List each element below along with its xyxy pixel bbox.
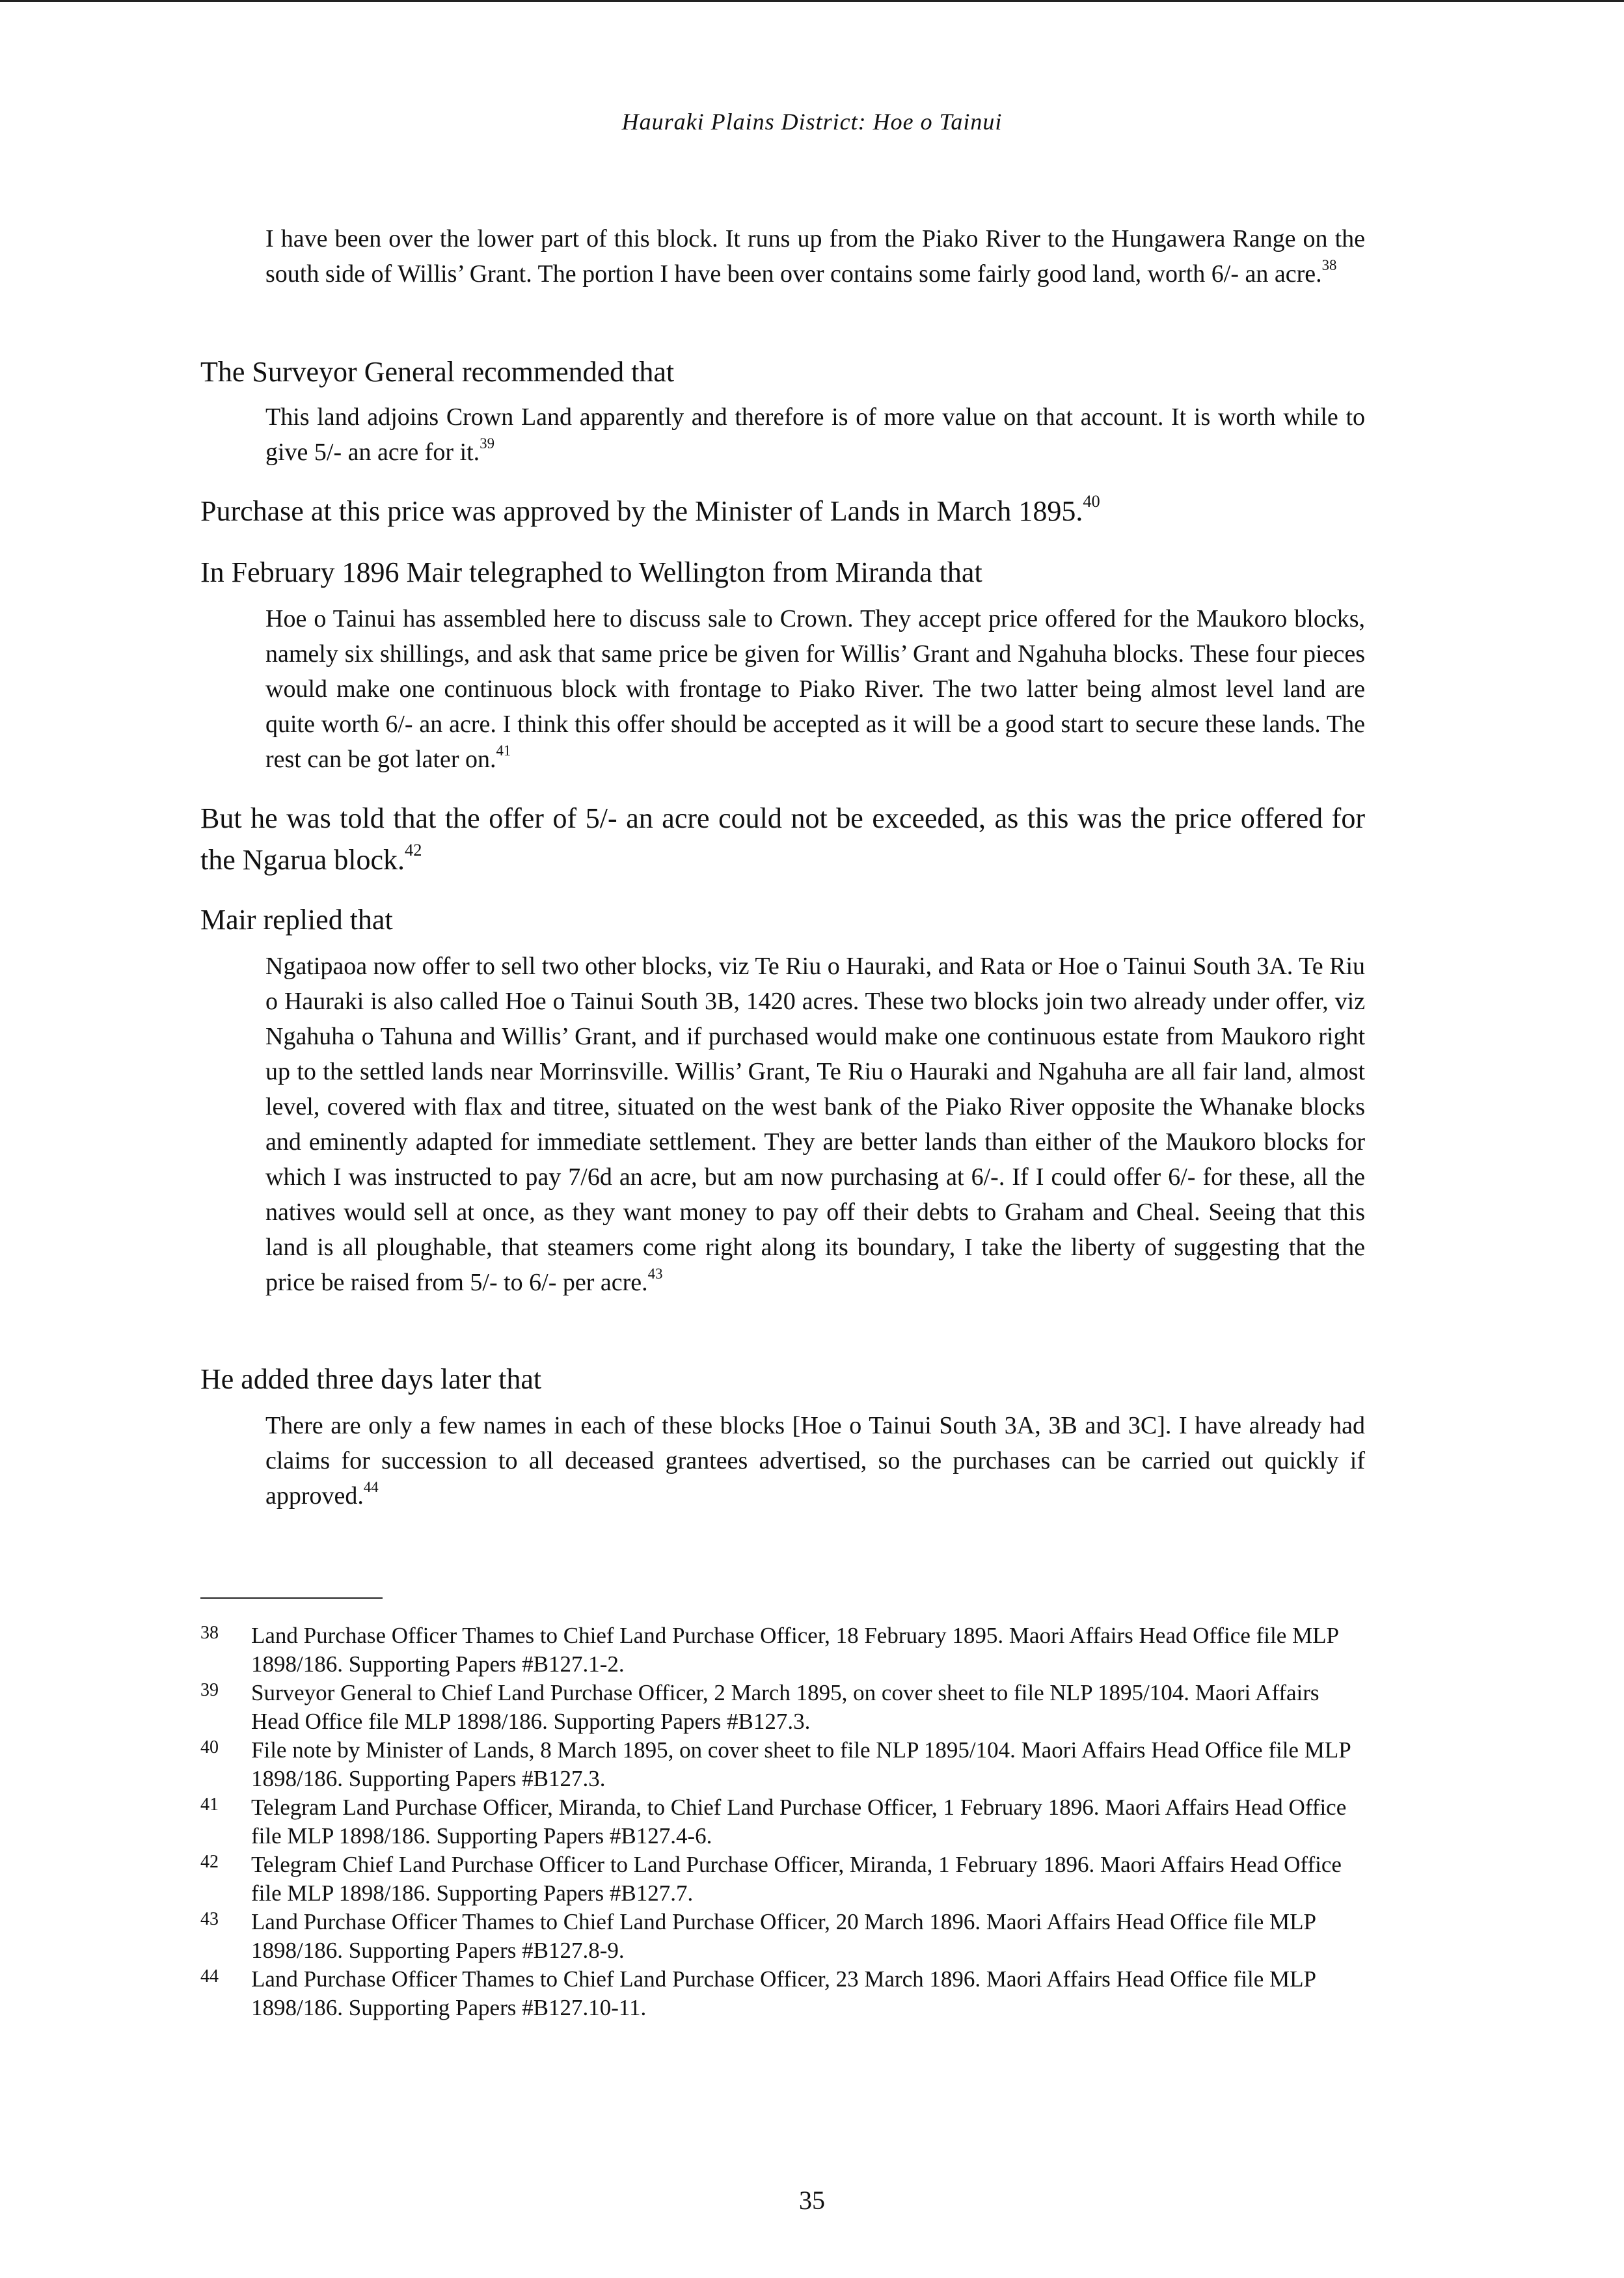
footnote-41: 41 Telegram Land Purchase Officer, Miranda, to Chief Land Purchase Officer, 1 February 1896. Maori Affairs Head Office file MLP 1898/186. Supporting Papers #B127.4-6.	[200, 1795, 1347, 1849]
block-quote-39: This land adjoins Crown Land apparently and therefore is of more value on that account. It is worth while to give 5/- an acre for it.$^{39}$	[265, 403, 1365, 466]
footnote-ref-39[interactable]: 39	[480, 435, 494, 452]
footnote-separator	[200, 1597, 383, 1599]
footnote-ref-40[interactable]: 40	[1083, 491, 1100, 511]
footnote-ref-41[interactable]: 41	[496, 742, 511, 759]
top-rule	[0, 0, 1624, 2]
body-paragraph: The Surveyor General recommended that	[200, 356, 675, 388]
footnote-39: 39 Surveyor General to Chief Land Purchase Officer, 2 March 1895, on cover sheet to file NLP 1895/104. Maori Affairs Head Office file MLP 1898/186. Supporting Papers #B127.3.	[200, 1680, 1320, 1734]
block-quote-41: Hoe o Tainui has assembled here to discuss sale to Crown. They accept price offered for the Maukoro blocks, namely six shillings, and ask that same price be given for Willis’ Grant and Ngahuha blocks. These four pieces would make one continuous block with frontage to Piako River. The two latter being almost level land are quite worth 6/- an acre. I think this offer should be accepted as it will be a good start to secure these lands. The rest can be got later on.$^{41}$	[265, 605, 1365, 773]
footnote-44: 44 Land Purchase Officer Thames to Chief Land Purchase Officer, 23 March 1896. Maori Affairs Head Office file MLP 1898/186. Supporting Papers #B127.10-11.	[200, 1966, 1316, 2020]
footnote-38: 38 Land Purchase Officer Thames to Chief Land Purchase Officer, 18 February 1895. Maori Affairs Head Office file MLP 1898/186. Supporting Papers #B127.1-2.	[200, 1623, 1338, 1677]
body-paragraph: Mair replied that	[200, 904, 393, 936]
block-quote-44: There are only a few names in each of these blocks [Hoe o Tainui South 3A, 3B and 3C]. I have already had claims for succession to all deceased grantees advertised, so the purchases can be carried out quickly if approved.$^{44}$	[265, 1412, 1365, 1510]
footnote-ref-43[interactable]: 43	[647, 1265, 663, 1282]
footnote-ref-42[interactable]: 42	[405, 839, 422, 860]
footnote-43: 43 Land Purchase Officer Thames to Chief Land Purchase Officer, 20 March 1896. Maori Affairs Head Office file MLP 1898/186. Supporting Papers #B127.8-9.	[200, 1909, 1316, 1963]
footnote-40: 40 File note by Minister of Lands, 8 March 1895, on cover sheet to file NLP 1895/104. Maori Affairs Head Office file MLP 1898/186. Supporting Papers #B127.3.	[200, 1737, 1351, 1791]
body-paragraph: In February 1896 Mair telegraphed to Wellington from Miranda that	[200, 556, 982, 588]
block-quote-43: Ngatipaoa now offer to sell two other blocks, viz Te Riu o Hauraki, and Rata or Hoe o Tainui South 3A. Te Riu o Hauraki is also called Hoe o Tainui South 3B, 1420 acres. These two blocks join two already under offer, viz Ngahuha o Tahuna and Willis’ Grant, and if purchased would make one continuous estate from Maukoro right up to the settled lands near Morrinsville. Willis’ Grant, Te Riu o Hauraki and Ngahuha are all fair land, almost level, covered with flax and titree, situated on the west bank of the Piako River opposite the Whanake blocks and eminently adapted for immediate settlement. They are better lands than either of the Maukoro blocks for which I was instructed to pay 7/6d an acre, but am now purchasing at 6/-. If I could offer 6/- for these, all the natives would sell at once, as they want money to pay off their debts to Graham and Cheal. Seeing that this land is all ploughable, that steamers come right along its boundary, I take the liberty of suggesting that the price be raised from 5/- to 6/- per acre.$^{43}$	[265, 953, 1365, 1296]
block-quote-38: I have been over the lower part of this block. It runs up from the Piako River to the Hungawera Range on the south side of Willis’ Grant. The portion I have been over contains some fairly good land, worth 6/- an acre.$^{38}$	[265, 225, 1365, 288]
running-head: Hauraki Plains District: Hoe o Tainui	[621, 109, 1003, 135]
body-paragraph: Purchase at this price was approved by the Minister of Lands in March 1895.40	[200, 491, 1100, 527]
body-paragraph: He added three days later that	[200, 1363, 542, 1395]
page-number: 35	[799, 2186, 825, 2215]
footnote-ref-38[interactable]: 38	[1321, 256, 1337, 273]
footnote-ref-44[interactable]: 44	[363, 1478, 379, 1495]
body-paragraph: But he was told that the offer of 5/- an acre could not be exceeded, as this was the price offered for the Ngarua block.$^{42}$	[200, 802, 1365, 876]
footnote-42: 42 Telegram Chief Land Purchase Officer to Land Purchase Officer, Miranda, 1 February 1896. Maori Affairs Head Office file MLP 1898/186. Supporting Papers #B127.7.	[200, 1852, 1342, 1906]
